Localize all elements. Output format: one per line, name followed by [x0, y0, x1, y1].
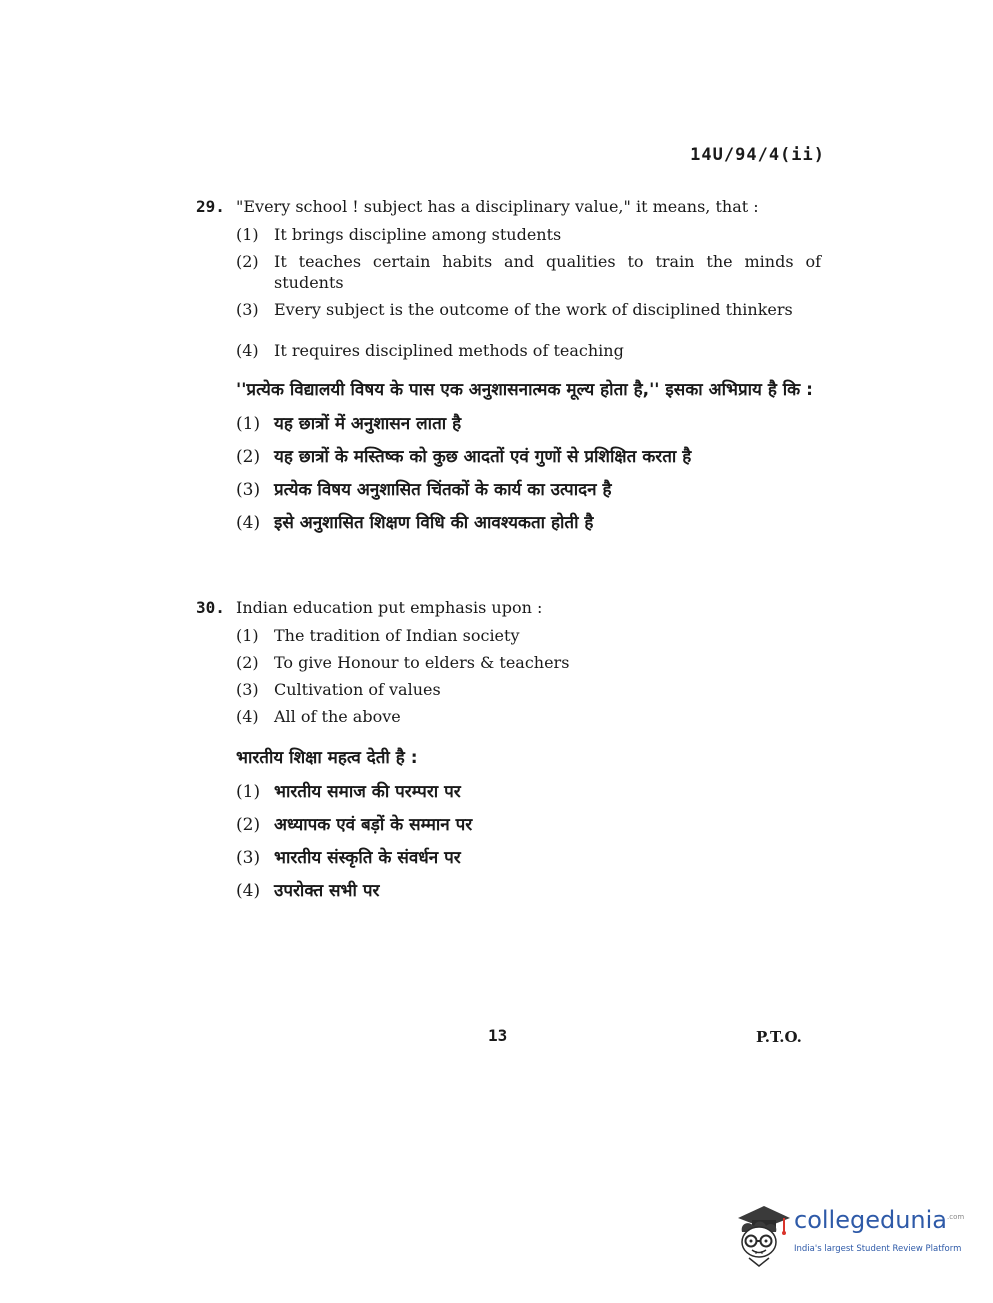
question-text-hi: भारतीय शिक्षा महत्व देती है :: [236, 748, 418, 768]
option-number: (2): [236, 653, 259, 672]
option: [236, 846, 821, 870]
option-number: (3): [236, 480, 261, 500]
option-number: (2): [236, 815, 261, 835]
brand-domain: .com: [947, 1213, 965, 1221]
option: [236, 299, 821, 320]
question-number: 29.: [196, 197, 225, 216]
question-29: [196, 196, 821, 535]
option-number: (3): [236, 300, 259, 319]
option-number: (1): [236, 782, 261, 802]
option-text: भारतीय संस्कृति के संवर्धन पर: [274, 848, 461, 868]
option-number: (4): [236, 513, 261, 533]
page-number: 13: [488, 1026, 508, 1045]
option-text: यह छात्रों के मस्तिष्क को कुछ आदतों एवं गुणों से प्रशिक्षित करता है: [274, 447, 692, 467]
option-number: (4): [236, 707, 259, 726]
option: [236, 340, 821, 361]
option-text: इसे अनुशासित शिक्षण विधि की आवश्यकता होती है: [274, 513, 594, 533]
option-text: To give Honour to elders & teachers: [274, 653, 570, 672]
option-text: It requires disciplined methods of teaching: [274, 341, 624, 360]
option-text: यह छात्रों में अनुशासन लाता है: [274, 414, 462, 434]
question-30: [196, 597, 821, 903]
option: [236, 412, 821, 436]
option: [236, 780, 821, 804]
option: [236, 679, 821, 700]
question-header: [196, 597, 821, 619]
option-number: (2): [236, 252, 259, 271]
brand-tagline: India's largest Student Review Platform: [794, 1244, 962, 1254]
options-hi: [196, 412, 821, 535]
question-text-hi: ''प्रत्येक विद्यालयी विषय के पास एक अनुशासनात्मक मूल्य होता है,'' इसका अभिप्राय है कि :: [236, 380, 813, 400]
pto-label: P.T.O.: [756, 1028, 802, 1046]
question-number: 30.: [196, 598, 225, 617]
option-number: (3): [236, 848, 261, 868]
options-en: [236, 625, 821, 727]
paper-code: 14U/94/4(ii): [690, 145, 825, 165]
brand-text: collegedunia: [794, 1206, 948, 1234]
option: [236, 251, 821, 293]
option: [236, 511, 821, 535]
question-header: [196, 196, 821, 218]
option-text: अध्यापक एवं बड़ों के सम्मान पर: [274, 815, 473, 835]
option-text: प्रत्येक विषय अनुशासित चिंतकों के कार्य का उत्पादन है: [274, 480, 612, 500]
question-text-en: Indian education put emphasis upon :: [236, 598, 543, 617]
option: [236, 706, 821, 727]
option: [236, 224, 821, 245]
option-text: भारतीय समाज की परम्परा पर: [274, 782, 461, 802]
option: [236, 445, 821, 469]
option: [236, 478, 821, 502]
option-text: It brings discipline among students: [274, 225, 562, 244]
question-text-en: "Every school ! subject has a disciplinary value," it means, that :: [236, 197, 759, 216]
option-text: It teaches certain habits and qualities to train the minds of students: [274, 252, 821, 292]
option-number: (3): [236, 680, 259, 699]
option-number: (1): [236, 414, 261, 434]
option-number: (1): [236, 626, 259, 645]
options-hi: [196, 780, 821, 903]
option: [236, 813, 821, 837]
option: [236, 652, 821, 673]
option-number: (1): [236, 225, 259, 244]
option-number: (2): [236, 447, 261, 467]
option-number: (4): [236, 881, 261, 901]
option: [236, 879, 821, 903]
options-en: [236, 224, 821, 361]
mascot-icon: [734, 1198, 792, 1268]
option: [236, 625, 821, 646]
option-text: Every subject is the outcome of the work of disciplined thinkers: [274, 300, 793, 319]
option-text: Cultivation of values: [274, 680, 441, 699]
option-text: उपरोक्त सभी पर: [274, 881, 380, 901]
option-text: The tradition of Indian society: [274, 626, 520, 645]
collegedunia-logo: [734, 1198, 964, 1268]
option-text: All of the above: [274, 707, 401, 726]
option-number: (4): [236, 341, 259, 360]
brand-name: [794, 1206, 964, 1234]
